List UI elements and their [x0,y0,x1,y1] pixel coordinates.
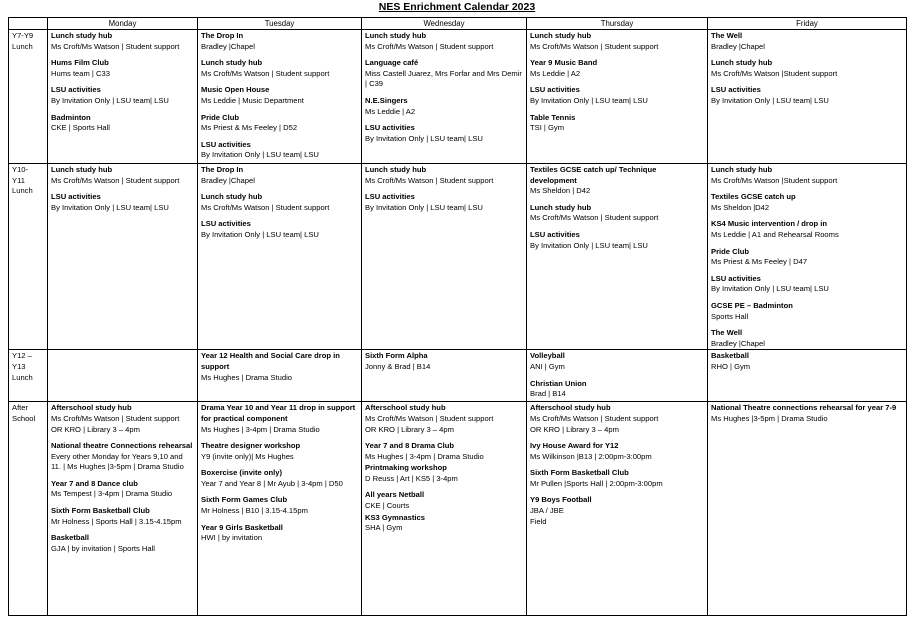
activity-entry [530,113,704,134]
activity-entry [711,219,903,240]
activity-entry [530,203,704,224]
activity-name: Afterschool study hub [51,403,132,413]
activity-name: Basketball [711,351,749,361]
activity-entry [711,192,903,213]
activity-name: Lunch study hub [51,31,113,40]
activity-name: National Theatre connections rehearsal for year 7-9 [711,403,897,413]
activity-detail: Ms Leddie | A2 [530,68,581,78]
activity-detail: Ms Croft/Ms Watson | Student support [365,175,494,185]
activity-name: Sixth Form Basketball Club [51,506,150,516]
activity-detail: Ms Tempest | 3-4pm | Drama Studio [51,489,173,499]
activity-detail: Ms Sheldon | D42 [530,186,591,196]
activity-name: Lunch study hub [530,31,592,40]
activity-entry [530,165,704,197]
activity-name: Hums Film Club [51,58,109,68]
activity-entry [51,479,194,500]
activity-detail: TSI | Gym [530,123,565,133]
activity-detail: By Invitation Only | LSU team| LSU [365,133,483,143]
activity-entry [365,123,523,144]
activity-detail: By Invitation Only | LSU team| LSU [365,202,483,212]
day-cell-thursday [527,350,708,402]
activity-detail: Ms Croft/Ms Watson | Student support [365,413,494,423]
period-label-line: Lunch [12,372,33,382]
activity-name: LSU activities [530,85,580,95]
activity-detail: Ms Croft/Ms Watson |Student support [711,68,838,78]
period-row [9,402,907,616]
activity-entry [365,31,523,52]
activity-detail: Ms Hughes | 3-4pm | Drama Studio [201,424,320,434]
activity-name: Sixth Form Games Club [201,495,288,505]
period-label-line: Y10- [12,165,29,174]
activity-detail: Ms Croft/Ms Watson | Student support [201,202,330,212]
activity-detail: Ms Hughes | 3-4pm | Drama Studio [365,451,484,461]
activity-detail: Mr Holness | Sports Hall | 3.15-4.15pm [51,516,182,526]
day-cell-tuesday [198,402,362,616]
day-cell-wednesday [362,402,527,616]
activity-detail: Ms Croft/Ms Watson | Student support [530,413,659,423]
day-cell-wednesday [362,350,527,402]
activity-detail: Ms Leddie | Music Department [201,95,304,105]
activity-entry [51,506,194,527]
activity-name: Lunch study hub [51,165,113,174]
activity-entry [711,351,903,372]
activity-detail: Bradley |Chapel [201,41,255,51]
activity-name: The Well [711,328,743,338]
activity-detail: Ms Leddie | A1 and Rehearsal Rooms [711,229,839,239]
activity-entry [530,441,704,462]
day-cell-wednesday [362,30,527,164]
period-row [9,350,907,402]
period-label-line: Y7-Y9 [12,31,34,40]
activity-entry [711,328,903,349]
activity-entry [201,441,358,462]
activity-detail: ANI | Gym [530,361,565,371]
activity-name: Ivy House Award for Y12 [530,441,619,451]
activity-entry [51,192,194,213]
activity-name: All years Netball [365,490,425,500]
day-cell-monday [48,402,198,616]
activity-name: Afterschool study hub [530,403,611,413]
activity-name: Boxercise (invite only) [201,468,283,478]
activity-detail: Year 7 and Year 8 | Mr Ayub | 3-4pm | D50 [201,478,343,488]
page-title: NES Enrichment Calendar 2023 [378,1,536,13]
activity-name: Printmaking workshop [365,463,447,473]
activity-name: LSU activities [365,192,415,202]
activity-name: LSU activities [51,85,101,95]
day-cell-monday [48,30,198,164]
activity-detail: CKE | Courts [365,501,410,511]
day-cell-thursday [527,30,708,164]
activity-entry [365,403,523,435]
activity-detail: Mr Holness | B10 | 3.15-4.15pm [201,506,308,516]
activity-entry [201,140,358,161]
day-cell-friday [708,402,907,616]
period-label-line: Y11 [12,175,25,185]
day-cell-friday [708,30,907,164]
activity-name: LSU activities [201,219,251,229]
activity-entry [711,58,903,79]
day-cell-thursday [527,402,708,616]
activity-name: Music Open House [201,85,270,95]
activity-detail: By Invitation Only | LSU team| LSU [51,95,169,105]
activity-name: KS4 Music intervention / drop in [711,219,828,229]
activity-name: Year 9 Girls Basketball [201,522,283,532]
activity-name: Pride Club [711,246,749,256]
activity-entry [711,165,903,186]
activity-entry [711,85,903,106]
activity-entry [365,463,523,484]
activity-name: GCSE PE – Badminton [711,300,793,310]
activity-name: LSU activities [365,123,415,133]
activity-entry [530,58,704,79]
day-cell-friday [708,164,907,350]
activity-entry [365,192,523,213]
activity-detail: GJA | by invitation | Sports Hall [51,543,155,553]
activity-entry [365,490,523,511]
activity-detail: Every other Monday for Years 9,10 and 11. | Ms Hughes |3-5pm | Drama Studio [51,451,184,472]
activity-detail: Ms Croft/Ms Watson | Student support [51,41,180,51]
activity-name: N.E.Singers [365,95,408,105]
activity-name: Pride Club [201,112,239,122]
activity-detail: By Invitation Only | LSU team| LSU [711,284,829,294]
day-header-thursday: Thursday [527,18,708,30]
day-header-monday: Monday [48,18,198,30]
activity-entry [530,468,704,489]
activity-name: Afterschool study hub [365,403,446,413]
activity-name: Year 7 and 8 Dance club [51,478,138,488]
activity-name: Lunch study hub [711,58,773,68]
activity-detail: Sports Hall [711,311,749,321]
activity-detail: RHO | Gym [711,361,751,371]
day-header-wednesday: Wednesday [362,18,527,30]
activity-detail: CKE | Sports Hall [51,123,110,133]
activity-detail: Bradley |Chapel [711,41,765,51]
activity-detail: Jonny & Brad | B14 [365,361,431,371]
activity-entry [201,219,358,240]
day-cell-thursday [527,164,708,350]
activity-name: Lunch study hub [530,202,592,212]
activity-detail: Ms Croft/Ms Watson | Student support [51,175,180,185]
period-label-line: After [12,403,29,413]
activity-name: Drama Year 10 and Year 11 drop in support for practical component [201,403,356,423]
activity-name: Year 12 Health and Social Care drop in support [201,351,340,371]
period-label-line: Lunch [12,186,33,196]
activity-name: The Drop In [201,165,244,174]
activity-detail: Ms Hughes |3-5pm | Drama Studio [711,413,828,423]
activity-name: KS3 Gymnastics [365,512,425,522]
activity-name: Badminton [51,112,91,122]
activity-detail: OR KRO | Library 3 – 4pm [530,424,619,434]
activity-name: Volleyball [530,351,565,361]
activity-entry [711,274,903,295]
activity-detail: Y9 (invite only)| Ms Hughes [201,451,294,461]
period-label-line: School [12,413,36,423]
day-cell-monday [48,350,198,402]
period-label-line: Lunch [12,41,33,51]
activity-detail: By Invitation Only | LSU team| LSU [711,95,829,105]
activity-detail: Ms Croft/Ms Watson |Student support [711,175,838,185]
activity-entry [201,403,358,435]
activity-entry [530,403,704,435]
activity-entry [711,403,903,424]
activity-entry [530,495,704,527]
activity-name: Textiles GCSE catch up [711,192,796,202]
activity-name: LSU activities [201,139,251,149]
activity-detail: OR KRO | Library 3 – 4pm [365,424,454,434]
day-cell-tuesday [198,350,362,402]
activity-detail: By Invitation Only | LSU team| LSU [530,240,648,250]
period-label [9,402,48,616]
activity-entry [711,247,903,268]
activity-name: Table Tennis [530,112,576,122]
activity-detail: Miss Castell Juarez, Mrs Forfar and Mrs Demir | C39 [365,68,522,89]
activity-detail: Ms Priest & Ms Feeley | D52 [201,123,298,133]
period-label-line: Y13 [12,361,26,371]
activity-name: Y9 Boys Football [530,495,592,505]
activity-entry [51,533,194,554]
period-label [9,164,48,350]
enrichment-calendar-table [8,17,907,616]
period-row [9,30,907,164]
activity-name: Lunch study hub [365,31,427,40]
activity-entry [365,165,523,186]
day-header-friday: Friday [708,18,907,30]
activity-entry [365,513,523,534]
activity-entry [201,58,358,79]
activity-entry [201,31,358,52]
activity-entry [201,165,358,186]
activity-entry [530,230,704,251]
activity-entry [365,441,523,462]
activity-detail: Ms Croft/Ms Watson | Student support [530,41,659,51]
activity-entry [365,351,523,372]
activity-detail: Ms Croft/Ms Watson | Student support [201,68,330,78]
period-label-line: Y12 – [12,351,32,361]
activity-name: Lunch study hub [365,165,427,174]
activity-entry [51,403,194,435]
period-row [9,164,907,350]
day-cell-monday [48,164,198,350]
activity-entry [51,58,194,79]
activity-name: Textiles GCSE catch up/ Technique development [530,165,657,185]
activity-detail: Ms Croft/Ms Watson | Student support [51,413,180,423]
activity-name: Year 9 Music Band [530,58,598,68]
period-label [9,350,48,402]
activity-name: Sixth Form Basketball Club [530,468,629,478]
activity-entry [201,495,358,516]
activity-entry [530,85,704,106]
activity-detail: By Invitation Only | LSU team| LSU [201,150,319,160]
activity-detail: Ms Croft/Ms Watson | Student support [365,41,494,51]
day-cell-tuesday [198,164,362,350]
activity-entry [201,351,358,383]
activity-detail: Brad | B14 [530,389,566,399]
activity-name: LSU activities [711,273,761,283]
day-cell-friday [708,350,907,402]
activity-name: Lunch study hub [201,192,263,202]
activity-detail: HWI | by invitation [201,533,263,543]
activity-detail: Ms Sheldon |D42 [711,202,770,212]
activity-detail: By Invitation Only | LSU team| LSU [201,229,319,239]
activity-name: Christian Union [530,378,587,388]
activity-detail: By Invitation Only | LSU team| LSU [51,202,169,212]
activity-entry [530,351,704,372]
activity-entry [365,58,523,90]
activity-name: Sixth Form Alpha [365,351,428,361]
activity-entry [530,379,704,400]
activity-name: LSU activities [711,85,761,95]
day-cell-tuesday [198,30,362,164]
activity-entry [51,113,194,134]
activity-detail: Ms Croft/Ms Watson | Student support [530,213,659,223]
activity-entry [51,85,194,106]
activity-detail: Ms Priest & Ms Feeley | D47 [711,257,808,267]
activity-name: Lunch study hub [711,165,773,174]
activity-detail: Mr Pullen |Sports Hall | 2:00pm-3:00pm [530,478,663,488]
corner-cell [9,18,48,30]
activity-name: Lunch study hub [201,58,263,68]
activity-name: The Well [711,31,743,40]
activity-name: The Drop In [201,31,244,40]
activity-name: National theatre Connections rehearsal [51,441,193,451]
activity-detail: Ms Hughes | Drama Studio [201,372,293,382]
activity-entry [201,192,358,213]
activity-entry [201,468,358,489]
activity-detail: D Reuss | Art | KS5 | 3-4pm [365,473,458,483]
activity-entry [51,31,194,52]
activity-entry [711,301,903,322]
activity-detail: Hums team | C33 [51,68,110,78]
activity-entry [365,96,523,117]
activity-entry [530,31,704,52]
activity-entry [51,441,194,473]
activity-name: Language café [365,58,419,68]
activity-name: LSU activities [530,229,580,239]
activity-entry [201,85,358,106]
activity-detail: Ms Leddie | A2 [365,106,416,116]
activity-detail: Bradley |Chapel [201,175,255,185]
activity-detail: Ms Wilkinson |B13 | 2:00pm-3:00pm [530,451,652,461]
activity-entry [711,31,903,52]
activity-detail: By Invitation Only | LSU team| LSU [530,95,648,105]
header-row [9,18,907,30]
day-header-tuesday: Tuesday [198,18,362,30]
activity-name: Basketball [51,533,89,543]
activity-detail: JBA / JBE [530,506,564,516]
day-cell-wednesday [362,164,527,350]
activity-detail: OR KRO | Library 3 – 4pm [51,424,140,434]
activity-detail: Field [530,516,547,526]
activity-entry [201,113,358,134]
activity-detail: SHA | Gym [365,523,403,533]
activity-entry [51,165,194,186]
activity-name: LSU activities [51,192,101,202]
activity-detail: Bradley |Chapel [711,338,765,348]
activity-name: Year 7 and 8 Drama Club [365,441,455,451]
activity-name: Theatre designer workshop [201,441,301,451]
period-label [9,30,48,164]
activity-entry [201,523,358,544]
